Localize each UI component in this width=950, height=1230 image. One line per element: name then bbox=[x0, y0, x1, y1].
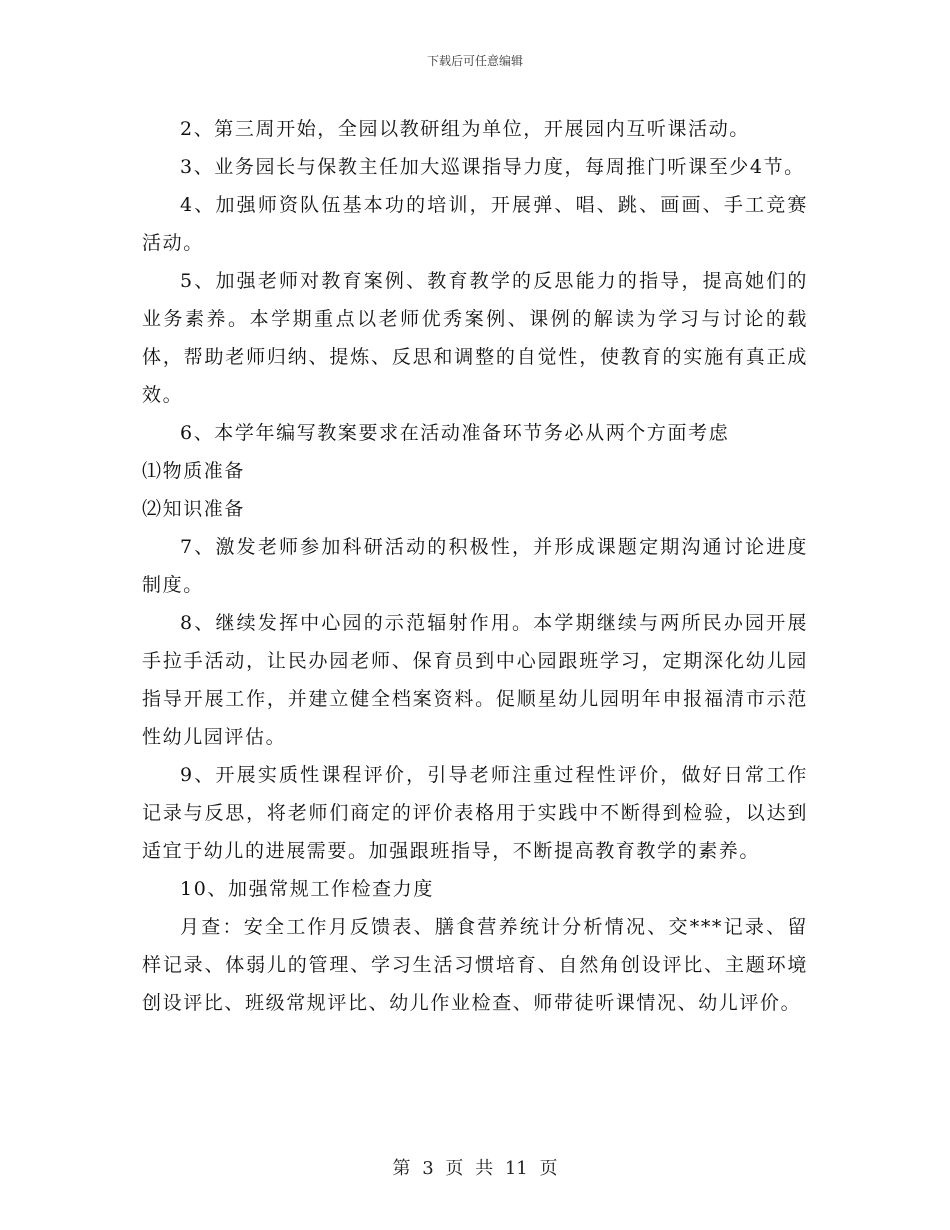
paragraph-item-9: 9、开展实质性课程评价，引导老师注重过程性评价，做好日常工作记录与反思，将老师们商定的评价表格用于实践中不断得到检验，以达到适宜于幼儿的进展需要。加强跟班指导，不断提高教育教学的素养。 bbox=[142, 764, 808, 862]
paragraph-item-5: 5、加强老师对教育案例、教育教学的反思能力的指导，提高她们的业务素养。本学期重点以老师优秀案例、课例的解读为学习与讨论的载体，帮助老师归纳、提炼、反思和调整的自觉性，使教育的实施有真正成效。 bbox=[142, 270, 808, 406]
paragraph-subitem-knowledge: ⑵知识准备 bbox=[142, 498, 246, 520]
paragraph-item-10: 10、加强常规工作检查力度 bbox=[180, 878, 434, 900]
paragraph-item-2: 2、第三周开始，全园以教研组为单位，开展园内互听课活动。 bbox=[180, 118, 750, 140]
paragraph-item-8: 8、继续发挥中心园的示范辐射作用。本学期继续与两所民办园开展手拉手活动，让民办园老师、保育员到中心园跟班学习，定期深化幼儿园指导开展工作，并建立健全档案资料。促顺星幼儿园明年申报福清市示范性幼儿园评估。 bbox=[142, 612, 808, 748]
paragraph-subitem-material: ⑴物质准备 bbox=[142, 460, 246, 482]
paragraph-item-4: 4、加强师资队伍基本功的培训，开展弹、唱、跳、画画、手工竞赛活动。 bbox=[142, 194, 808, 254]
document-body bbox=[142, 110, 808, 1022]
page-header: 下载后可任意编辑 bbox=[426, 54, 523, 68]
paragraph-item-6: 6、本学年编写教案要求在活动准备环节务必从两个方面考虑 bbox=[180, 422, 730, 444]
paragraph-monthly-check: 月查：安全工作月反馈表、膳食营养统计分析情况、交***记录、留样记录、体弱儿的管理、学习生活习惯培育、自然角创设评比、主题环境创设评比、班级常规评比、幼儿作业检查、师带徒听课情况、幼儿评价。 bbox=[142, 916, 808, 1014]
paragraph-item-3: 3、业务园长与保教主任加大巡课指导力度，每周推门听课至少4节。 bbox=[180, 156, 805, 178]
paragraph-item-7: 7、激发老师参加科研活动的积极性，并形成课题定期沟通讨论进度制度。 bbox=[142, 536, 808, 596]
page-footer: 第 3 页 共 11 页 bbox=[392, 1158, 558, 1179]
